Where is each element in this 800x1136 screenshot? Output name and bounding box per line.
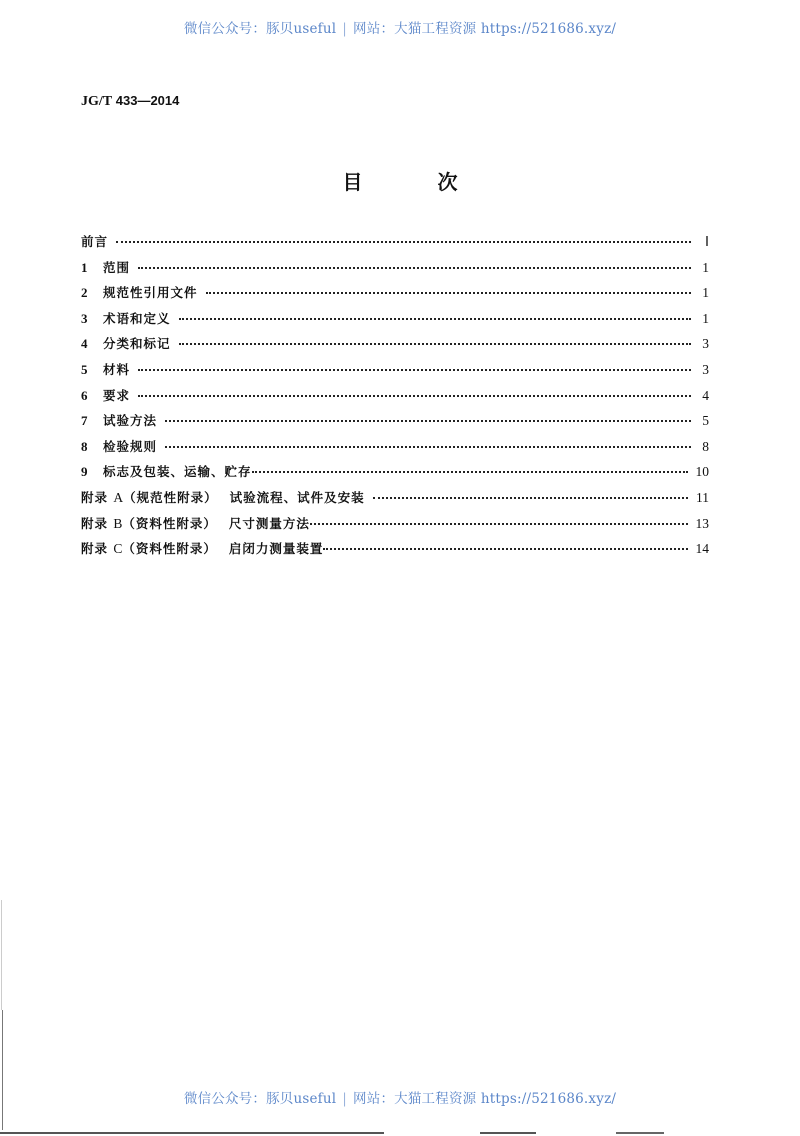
- watermark-site: 网站：大猫工程资源 https://521686.xyz/: [353, 1091, 617, 1107]
- toc-entry-8[interactable]: [81, 437, 709, 463]
- document-code: [81, 93, 179, 110]
- appendix-prefix: 附录: [81, 515, 109, 531]
- toc-entry-label: 要求: [103, 387, 131, 403]
- watermark-bottom: [0, 1087, 800, 1107]
- dot-leader: [310, 523, 688, 525]
- toc-entry-number: 9: [81, 464, 88, 480]
- watermark-top: [0, 17, 800, 37]
- watermark-wechat: 微信公众号：豚贝useful: [183, 1091, 337, 1107]
- appendix-letter: B: [113, 515, 123, 531]
- toc-entry-number: 3: [81, 310, 88, 326]
- toc-entry-5[interactable]: [81, 360, 709, 386]
- dot-leader: [116, 241, 691, 243]
- toc-entry-page: 1: [702, 310, 709, 326]
- page-title: 目 次: [342, 170, 492, 194]
- doc-number: 433—2014: [115, 93, 180, 108]
- table-of-contents: [81, 232, 709, 565]
- toc-entry-number: 1: [81, 259, 88, 275]
- dot-leader: [252, 471, 688, 473]
- toc-entry-3[interactable]: [81, 309, 709, 335]
- dot-leader: [138, 267, 691, 269]
- dot-leader: [323, 548, 687, 550]
- dot-leader: [179, 343, 691, 345]
- dot-leader: [179, 318, 691, 320]
- toc-entry-page: 10: [695, 464, 709, 480]
- toc-entry-number: 7: [81, 413, 88, 429]
- watermark-wechat: 微信公众号：豚贝useful: [183, 21, 337, 37]
- dot-leader: [373, 497, 688, 499]
- toc-entry-label: 规范性引用文件: [103, 285, 198, 301]
- toc-entry-page: 11: [696, 489, 709, 505]
- dot-leader: [165, 446, 691, 448]
- appendix-heading: [81, 488, 218, 506]
- toc-entry-preface[interactable]: [81, 232, 709, 258]
- scan-edge-bottom: [0, 1132, 800, 1134]
- appendix-letter: C: [113, 541, 123, 557]
- watermark-site: 网站：大猫工程资源 https://521686.xyz/: [353, 21, 617, 37]
- appendix-title: 试验流程、试件及安装: [229, 489, 365, 505]
- toc-entry-number: 8: [81, 438, 88, 454]
- toc-entry-page: Ⅰ: [705, 234, 709, 249]
- watermark-separator: |: [342, 1091, 348, 1107]
- toc-entry-page: 4: [702, 387, 709, 403]
- toc-entry-page: 3: [702, 361, 709, 377]
- toc-entry-9[interactable]: [81, 462, 709, 488]
- appendix-prefix: 附录: [81, 541, 109, 557]
- appendix-prefix: 附录: [81, 489, 109, 505]
- toc-entry-page: 13: [695, 515, 709, 531]
- toc-entry-label: 试验方法: [103, 413, 158, 429]
- toc-entry-7[interactable]: [81, 411, 709, 437]
- dot-leader: [206, 292, 691, 294]
- toc-entry-number: 2: [81, 285, 88, 301]
- toc-appendix-b[interactable]: [81, 514, 709, 540]
- toc-entry-label: 材料: [103, 361, 131, 377]
- toc-entry-page: 1: [702, 285, 709, 301]
- appendix-heading: [81, 514, 217, 532]
- scan-edge-faint: [1, 900, 2, 1010]
- toc-entry-number: 4: [81, 336, 88, 352]
- toc-entry-number: 5: [81, 361, 88, 377]
- appendix-title: 尺寸测量方法: [228, 515, 310, 531]
- toc-entry-6[interactable]: [81, 386, 709, 412]
- appendix-type: （规范性附录）: [123, 489, 218, 505]
- toc-entry-4[interactable]: [81, 334, 709, 360]
- appendix-title: 启闭力测量装置: [228, 541, 324, 557]
- toc-entry-label: 术语和定义: [103, 310, 171, 326]
- toc-entry-page: 3: [702, 336, 709, 352]
- toc-entry-page: 14: [695, 541, 709, 557]
- toc-entry-page: 1: [702, 259, 709, 275]
- toc-entry-2[interactable]: [81, 283, 709, 309]
- appendix-letter: A: [113, 489, 124, 505]
- dot-leader: [165, 420, 691, 422]
- toc-entry-label: 标志及包装、运输、贮存: [103, 464, 252, 480]
- toc-entry-label: 分类和标记: [103, 336, 171, 352]
- doc-prefix: JG/T: [81, 94, 113, 109]
- toc-entry-page: 5: [702, 413, 709, 429]
- dot-leader: [138, 369, 691, 371]
- toc-entry-label: 检验规则: [103, 438, 158, 454]
- toc-entry-number: 6: [81, 387, 88, 403]
- dot-leader: [138, 395, 691, 397]
- appendix-type: （资料性附录）: [122, 515, 217, 531]
- toc-entry-1[interactable]: [81, 258, 709, 284]
- appendix-heading: [81, 539, 217, 557]
- watermark-separator: |: [342, 21, 348, 37]
- toc-entry-page: 8: [702, 438, 709, 454]
- toc-entry-label: 前言: [81, 234, 109, 249]
- toc-entry-label: 范围: [103, 259, 131, 275]
- toc-appendix-a[interactable]: [81, 488, 709, 514]
- scan-edge-left: [2, 1010, 3, 1130]
- appendix-type: （资料性附录）: [122, 541, 217, 557]
- toc-appendix-c[interactable]: [81, 539, 709, 565]
